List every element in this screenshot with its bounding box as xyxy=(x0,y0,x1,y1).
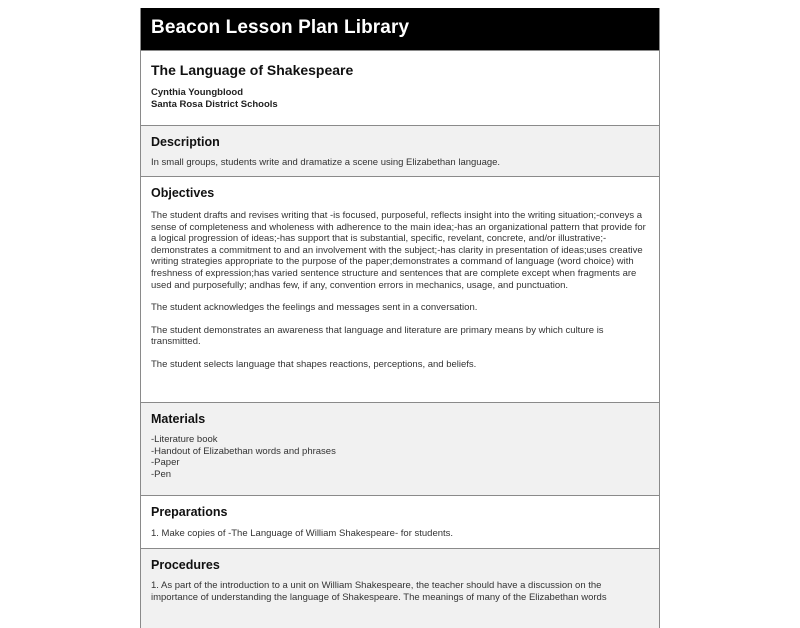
materials-section xyxy=(141,402,659,495)
site-header xyxy=(141,8,659,50)
objectives-section xyxy=(141,176,659,402)
procedures-section xyxy=(141,548,659,628)
site-title: Beacon Lesson Plan Library xyxy=(151,17,410,38)
objective-item: The student selects language that shapes reactions, perceptions, and beliefs. xyxy=(151,358,477,370)
description-section xyxy=(141,125,659,176)
materials-list xyxy=(151,434,649,480)
objective-item: The student demonstrates an awareness that language and literature are primary means by which culture is transmitted. xyxy=(151,324,604,348)
preparations-text: 1. Make copies of -The Language of William Shakespeare- for students. xyxy=(151,528,454,539)
author-organization: Santa Rosa District Schools xyxy=(151,99,278,110)
materials-heading: Materials xyxy=(151,412,206,426)
preparations-heading: Preparations xyxy=(151,505,228,519)
material-item: -Pen xyxy=(151,468,172,480)
lesson-plan-page xyxy=(140,8,660,628)
material-item: -Paper xyxy=(151,457,180,469)
material-item: -Literature book xyxy=(151,434,218,445)
description-text: In small groups, students write and dramatize a scene using Elizabethan language. xyxy=(151,157,501,168)
material-item: -Handout of Elizabethan words and phrases xyxy=(151,445,336,457)
lesson-title-section xyxy=(141,50,659,125)
author-name: Cynthia Youngblood xyxy=(151,87,243,98)
preparations-section xyxy=(141,495,659,548)
objectives-heading: Objectives xyxy=(151,186,215,200)
procedures-text: 1. As part of the introduction to a unit on William Shakespeare, the teacher should have a discussion on the importance of understanding the language of Shakespeare. The meanings of many of the Elizabethan words xyxy=(151,580,607,603)
description-heading: Description xyxy=(151,135,220,149)
objective-item: The student acknowledges the feelings and messages sent in a conversation. xyxy=(151,302,478,314)
lesson-title: The Language of Shakespeare xyxy=(151,62,354,78)
procedures-heading: Procedures xyxy=(151,558,220,572)
objective-item: The student drafts and revises writing that -is focused, purposeful, reflects insight into the writing situation;-conveys a sense of completeness and wholeness with adherence to the main idea;-has an organizational pattern that provide for a logical progression of ideas;-has support that is substantial, specific, revelant, concrete, and/or illustrative;-demonstrates a commitment to and an involvement with the subject;-has clarity in presentation of ideas;uses creative writing strategies appropriate to the purpose of the paper;demonstrates a command of language (word choice) with freshness of expression;has varied sentence structure and sentences that are complete except when fragments are used and purposefully; andhas few, if any, convention errors in mechanics, usage, and punctuation. xyxy=(151,210,646,291)
